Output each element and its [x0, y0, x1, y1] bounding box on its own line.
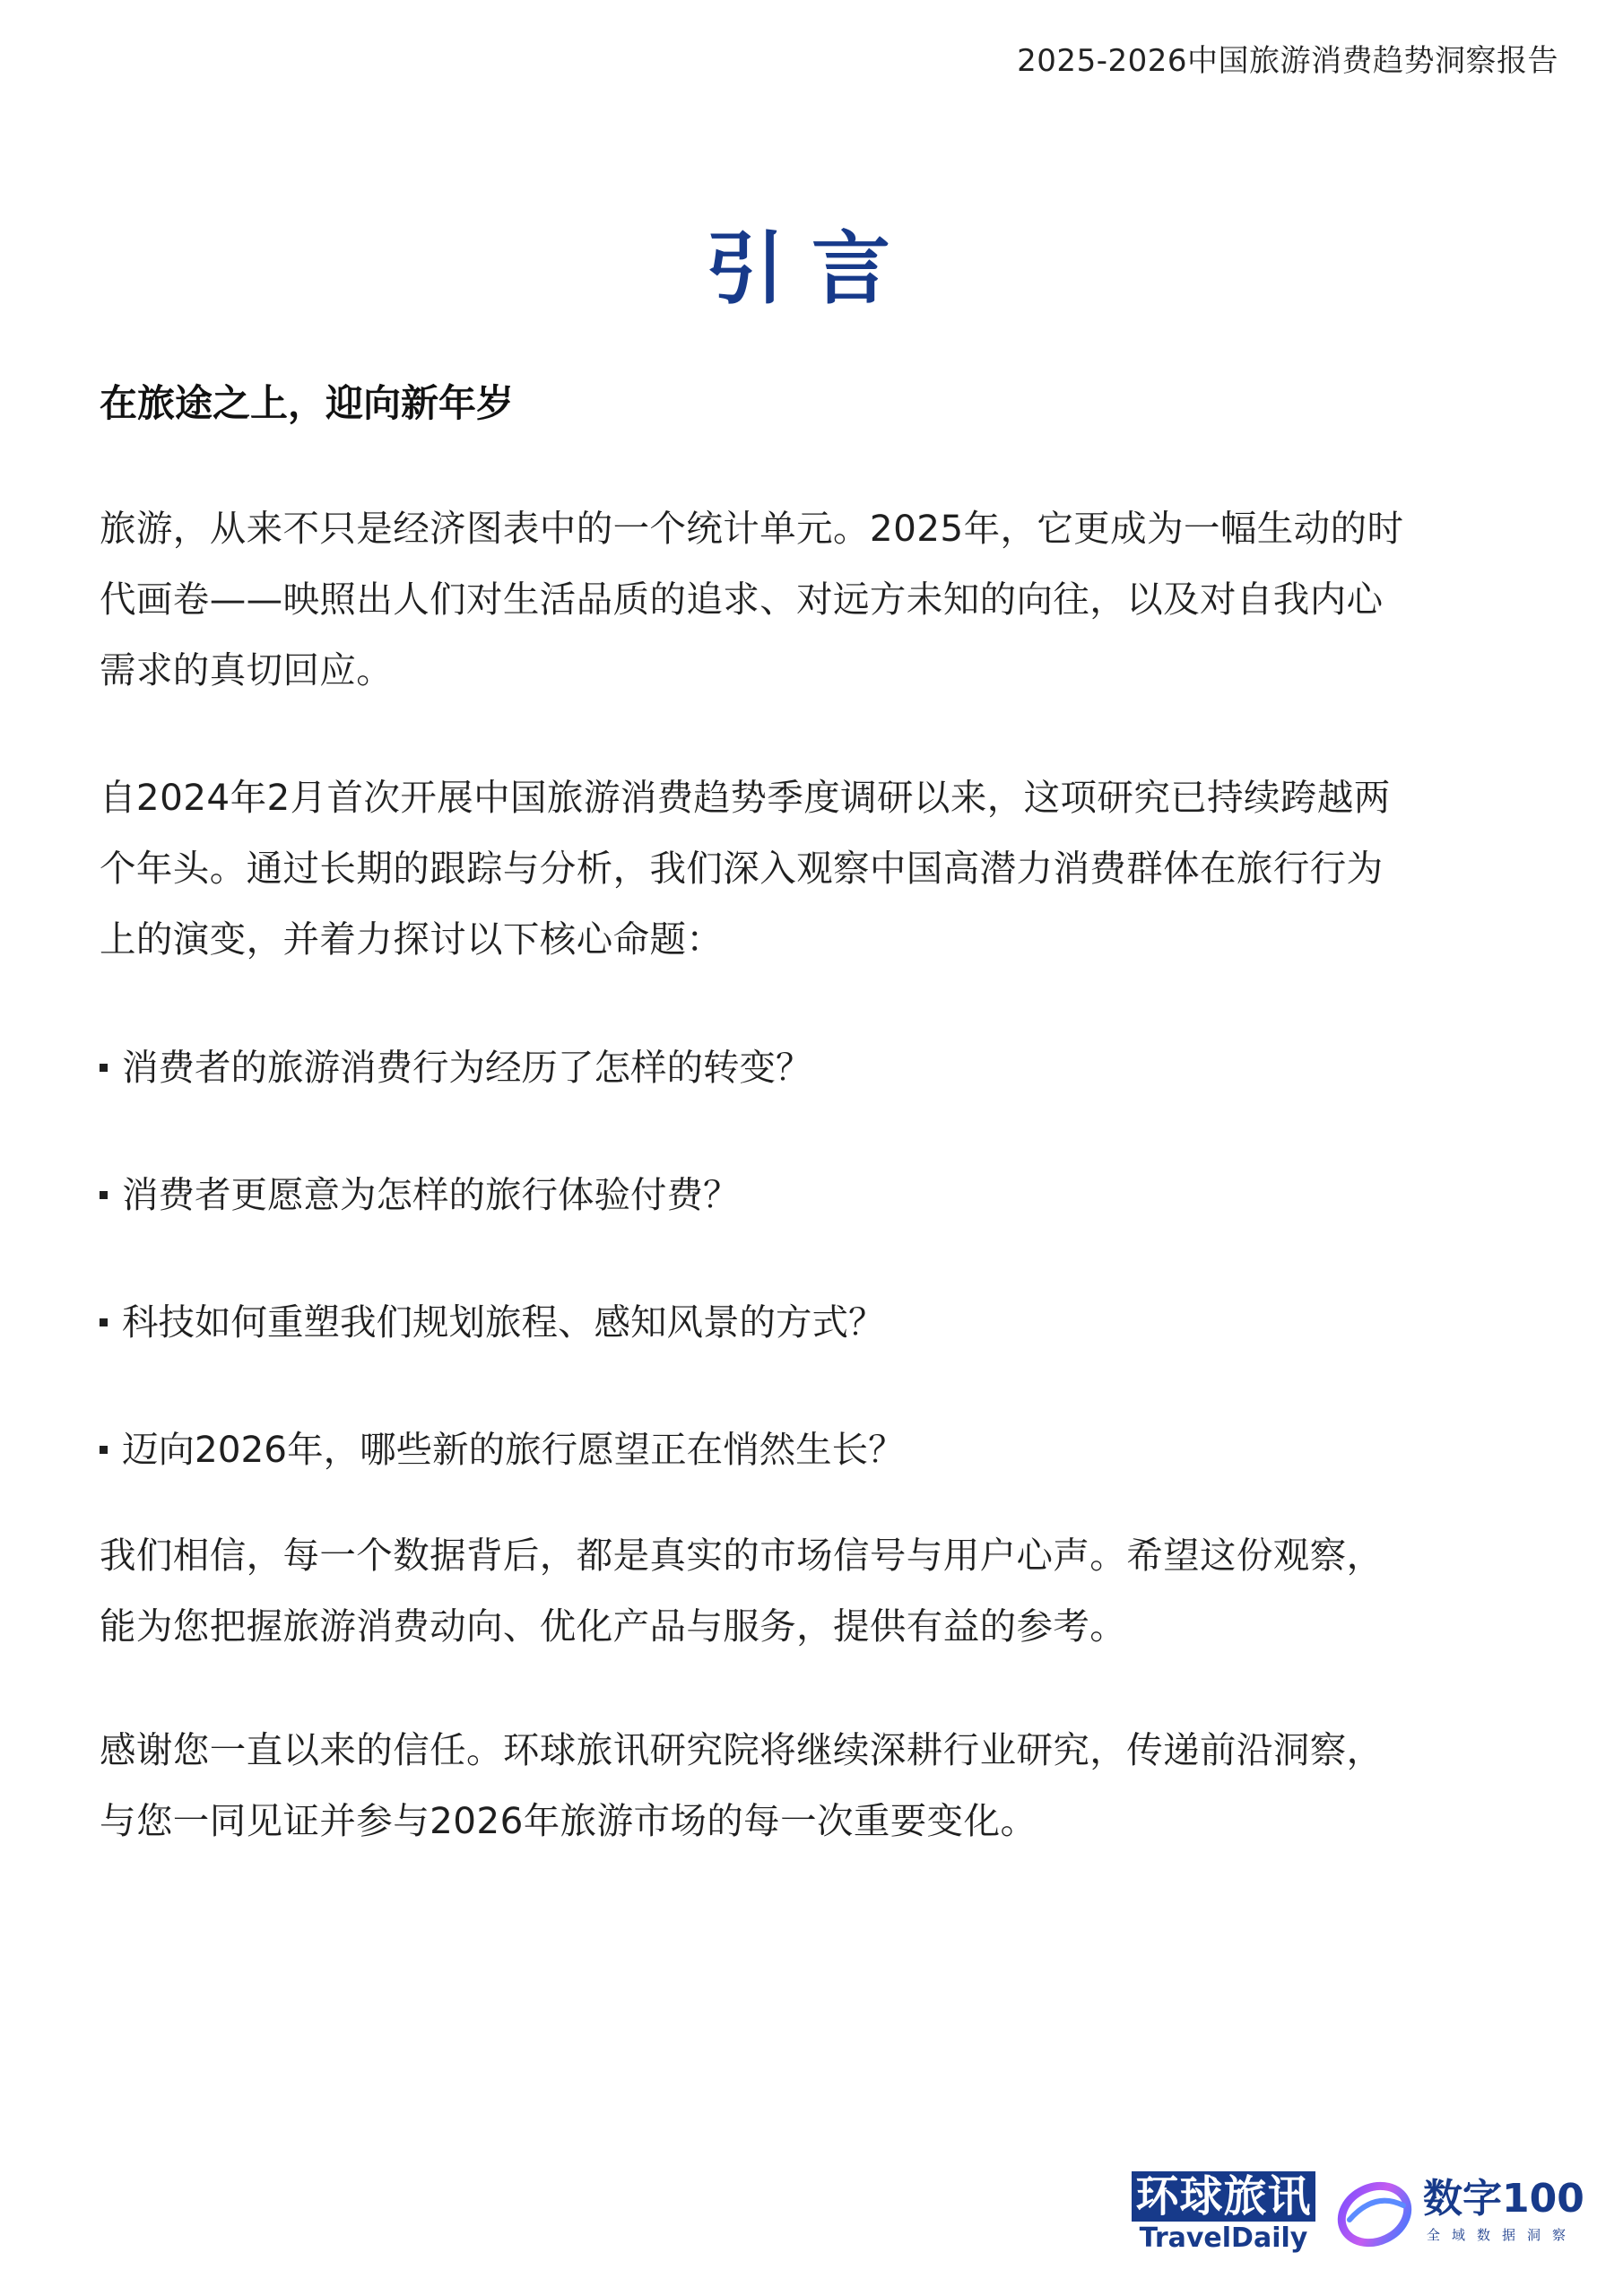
- shuzi100-logo: [1333, 2166, 1584, 2256]
- shuzi100-logo-name: 数字100: [1423, 2176, 1584, 2222]
- bullet-square-icon: [100, 1446, 108, 1454]
- paragraph-line: 上的演变，并着力探讨以下核心命题：: [100, 918, 724, 961]
- question-item: [100, 1168, 740, 1222]
- paragraph-line: 感谢您一直以来的信任。环球旅讯研究院将继续深耕行业研究，传递前沿洞察，: [100, 1728, 1384, 1771]
- page-title: 引言: [705, 222, 917, 315]
- traveldaily-logo-en: TravelDaily: [1139, 2222, 1308, 2254]
- shuzi100-logo-tagline: 全域数据洞察: [1427, 2227, 1578, 2243]
- paragraph-4: [100, 1715, 1384, 1857]
- paragraph-line: 自2024年2月首次开展中国旅游消费趋势季度调研以来，这项研究已持续跨越两: [100, 776, 1391, 819]
- report-header-title: 2025-2026中国旅游消费趋势洞察报告: [1017, 43, 1558, 79]
- traveldaily-logo: [1132, 2171, 1315, 2252]
- paragraph-line: 与您一同见证并参与2026年旅游市场的每一次重要变化。: [100, 1799, 1037, 1842]
- paragraph-line: 能为您把握旅游消费动向、优化产品与服务，提供有益的参考。: [100, 1605, 1127, 1648]
- paragraph-1: [100, 493, 1403, 706]
- intro-content: [100, 377, 1534, 1842]
- question-text: 消费者更愿意为怎样的旅行体验付费？: [122, 1173, 740, 1216]
- paragraph-line: 代画卷——映照出人们对生活品质的追求、对远方未知的向往，以及对自我内心: [100, 578, 1384, 621]
- question-item: [100, 1295, 885, 1349]
- footer-logos: [1132, 2166, 1584, 2256]
- question-text: 迈向2026年，哪些新的旅行愿望正在悄然生长？: [122, 1428, 905, 1471]
- question-item: [100, 1040, 812, 1094]
- paragraph-line: 个年头。通过长期的跟踪与分析，我们深入观察中国高潜力消费群体在旅行行为: [100, 847, 1384, 890]
- bullet-square-icon: [100, 1064, 108, 1072]
- paragraph-line: 旅游，从来不只是经济图表中的一个统计单元。2025年，它更成为一幅生动的时: [100, 507, 1404, 550]
- section-subtitle: 在旅途之上，迎向新年岁: [100, 381, 515, 425]
- bullet-square-icon: [100, 1191, 108, 1199]
- paragraph-line: 需求的真切回应。: [100, 648, 394, 691]
- question-item: [100, 1422, 905, 1476]
- question-text: 科技如何重塑我们规划旅程、感知风景的方式？: [122, 1300, 885, 1344]
- traveldaily-logo-cn: 环球旅讯: [1132, 2171, 1315, 2222]
- question-text: 消费者的旅游消费行为经历了怎样的转变？: [122, 1046, 812, 1089]
- bullet-square-icon: [100, 1318, 108, 1326]
- shuzi100-swirl-icon: [1333, 2173, 1416, 2252]
- paragraph-3: [100, 1520, 1384, 1662]
- paragraph-line: 我们相信，每一个数据背后，都是真实的市场信号与用户心声。希望这份观察，: [100, 1534, 1384, 1577]
- paragraph-2: [100, 762, 1391, 975]
